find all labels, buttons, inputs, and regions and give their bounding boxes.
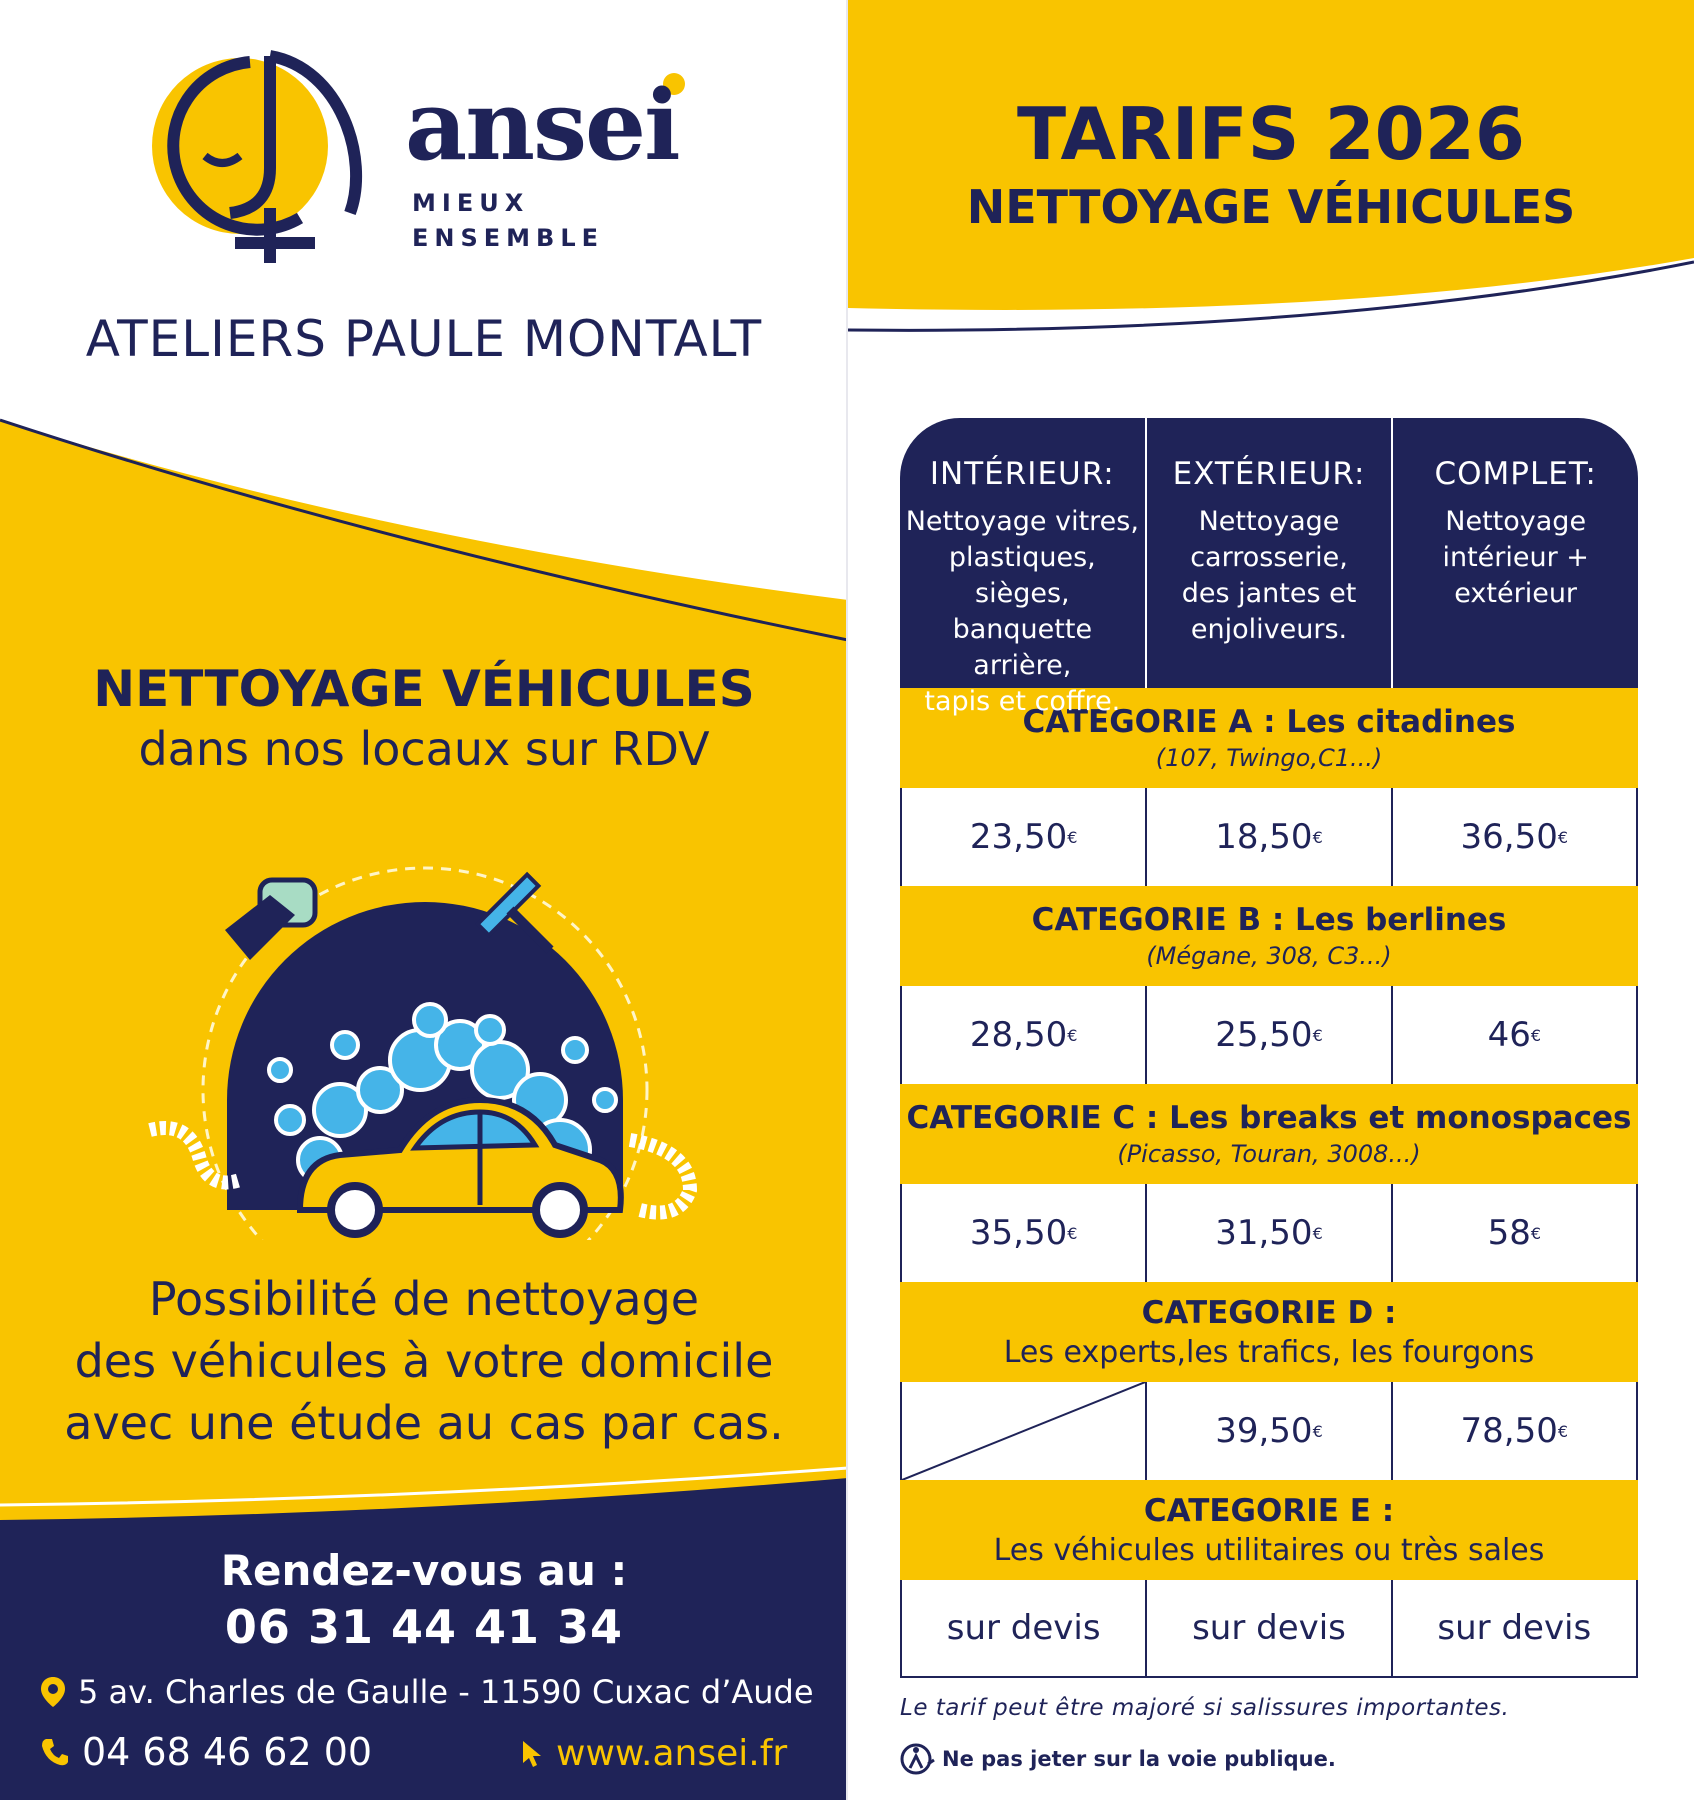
desc-line: banquette arrière, (952, 614, 1093, 681)
website-row (520, 1733, 787, 1774)
price-value: 39,50 (1215, 1411, 1313, 1451)
location-pin-icon (40, 1676, 66, 1708)
price-value: sur devis (1437, 1608, 1592, 1648)
category-b-header (900, 886, 1638, 986)
table-header (900, 418, 1638, 717)
price-value: 36,50 (1460, 817, 1558, 857)
organization-name: ATELIERS PAULE MONTALT (85, 310, 763, 368)
price-value: 23,50 (969, 817, 1068, 857)
currency: € (1312, 1223, 1323, 1243)
rdv-label: Rendez-vous au : (220, 1546, 628, 1595)
tagline-line-2: ENSEMBLE (412, 224, 605, 252)
price-value: 35,50 (969, 1213, 1068, 1253)
price-cell (1145, 1184, 1390, 1282)
price-value: 25,50 (1215, 1015, 1313, 1055)
category-title: CATEGORIE D : (1141, 1294, 1397, 1331)
category-subtitle: Les experts,les trafics, les fourgons (1003, 1334, 1535, 1370)
price-value: 28,50 (969, 1015, 1068, 1055)
recycle-person-icon (900, 1742, 936, 1776)
note-line-2: des véhicules à votre domicile (74, 1334, 774, 1388)
website-link[interactable]: www.ansei.fr (556, 1733, 788, 1774)
price-value: 31,50 (1215, 1213, 1313, 1253)
category-examples: (107, Twingo,C1...) (1155, 744, 1383, 772)
price-cell (1145, 986, 1390, 1084)
price-cell (1145, 1580, 1390, 1676)
price-cell (1145, 788, 1390, 886)
left-title: NETTOYAGE VÉHICULES (93, 660, 755, 718)
price-cell (1391, 1580, 1636, 1676)
tagline-line-1: MIEUX (412, 189, 530, 217)
left-subtitle: dans nos locaux sur RDV (138, 722, 710, 776)
category-e-header (900, 1480, 1638, 1580)
price-value: 58 (1487, 1213, 1531, 1253)
category-title: CATEGORIE E : (1143, 1492, 1395, 1529)
desc-line: Nettoyage (1198, 506, 1340, 537)
category-examples: (Mégane, 308, C3...) (1146, 942, 1392, 970)
hose-left-icon (150, 1128, 240, 1183)
currency: € (1312, 827, 1323, 847)
cursor-pointer-icon (520, 1739, 544, 1769)
price-cell (1145, 1382, 1390, 1480)
category-examples: (Picasso, Touran, 3008...) (1117, 1140, 1421, 1168)
desc-line: Nettoyage vitres, (905, 506, 1139, 537)
price-cell (1391, 788, 1636, 886)
note-line-3: avec une étude au cas par cas. (64, 1396, 784, 1450)
category-d-header (900, 1282, 1638, 1382)
home-cleaning-note (20, 1268, 828, 1454)
price-cell (1391, 1382, 1636, 1480)
brand-name: ansei (405, 69, 679, 182)
price-value: sur devis (1192, 1608, 1346, 1648)
price-cell (1391, 986, 1636, 1084)
category-c-header (900, 1084, 1638, 1184)
column-complet (1391, 418, 1638, 688)
currency: € (1530, 1025, 1542, 1045)
price-cell (902, 788, 1145, 886)
category-c-prices (900, 1184, 1638, 1282)
rdv-phone[interactable]: 06 31 44 41 34 (224, 1600, 624, 1654)
desc-line: tapis et coffre. (924, 686, 1121, 717)
column-description (1393, 504, 1638, 612)
pricing-subtitle: NETTOYAGE VÉHICULES (966, 180, 1576, 234)
desc-line: carrosserie, (1190, 542, 1348, 573)
phone-row (40, 1730, 372, 1774)
address-text: 5 av. Charles de Gaulle - 11590 Cuxac d’Aude (78, 1673, 814, 1711)
brand-tagline (412, 186, 604, 256)
pricing-title: TARIFS 2026 (1017, 92, 1525, 176)
category-a-prices (900, 788, 1638, 886)
phone-icon (40, 1737, 70, 1767)
desc-line: des jantes et (1181, 578, 1357, 609)
price-cell (902, 1580, 1145, 1676)
ansei-logo-icon (150, 48, 380, 268)
category-subtitle: Les véhicules utilitaires ou très sales (993, 1532, 1545, 1568)
column-title: INTÉRIEUR: (929, 456, 1115, 492)
recycle-note (900, 1742, 1336, 1776)
column-description (900, 504, 1145, 720)
price-value: 46 (1487, 1015, 1531, 1055)
address-row (40, 1673, 814, 1711)
desc-line: intérieur + (1442, 542, 1589, 573)
desc-line: Nettoyage (1445, 506, 1587, 537)
price-value: sur devis (946, 1608, 1101, 1648)
phone-text[interactable]: 04 68 46 62 00 (82, 1730, 373, 1774)
category-d-prices (900, 1382, 1638, 1480)
price-cell (902, 1184, 1145, 1282)
currency: € (1530, 1223, 1542, 1243)
currency: € (1312, 1421, 1323, 1441)
column-description (1147, 504, 1392, 648)
desc-line: enjoliveurs. (1190, 614, 1348, 645)
category-b-prices (900, 986, 1638, 1084)
pricing-table (900, 418, 1638, 1678)
currency: € (1312, 1025, 1323, 1045)
desc-line: plastiques, sièges, (948, 542, 1096, 609)
column-title: EXTÉRIEUR: (1172, 456, 1366, 492)
car-wash-illustration (130, 800, 720, 1240)
currency: € (1067, 1025, 1078, 1045)
price-cell-not-available (902, 1382, 1145, 1480)
price-cell (1391, 1184, 1636, 1282)
price-value: 78,50 (1460, 1411, 1558, 1451)
price-cell (902, 986, 1145, 1084)
currency: € (1557, 1421, 1569, 1441)
price-value: 18,50 (1215, 817, 1313, 857)
column-interieur (900, 418, 1145, 717)
category-title: CATEGORIE C : Les breaks et monospaces (906, 1100, 1632, 1136)
currency: € (1067, 827, 1078, 847)
diagonal-strike-icon (902, 1382, 1145, 1480)
note-line-1: Possibilité de nettoyage (148, 1272, 700, 1326)
category-e-prices (900, 1580, 1638, 1678)
desc-line: extérieur (1454, 578, 1578, 609)
category-title: CATEGORIE B : Les berlines (1031, 902, 1507, 938)
category-title: CATEGORIE A : Les citadines (1022, 704, 1516, 740)
column-exterieur (1145, 418, 1392, 688)
recycle-text: Ne pas jeter sur la voie publique. (942, 1747, 1336, 1771)
currency: € (1557, 827, 1569, 847)
surcharge-note: Le tarif peut être majoré si salissures importantes. (900, 1695, 1510, 1721)
currency: € (1067, 1223, 1078, 1243)
right-panel (848, 0, 1694, 1800)
column-title: COMPLET: (1434, 456, 1597, 492)
